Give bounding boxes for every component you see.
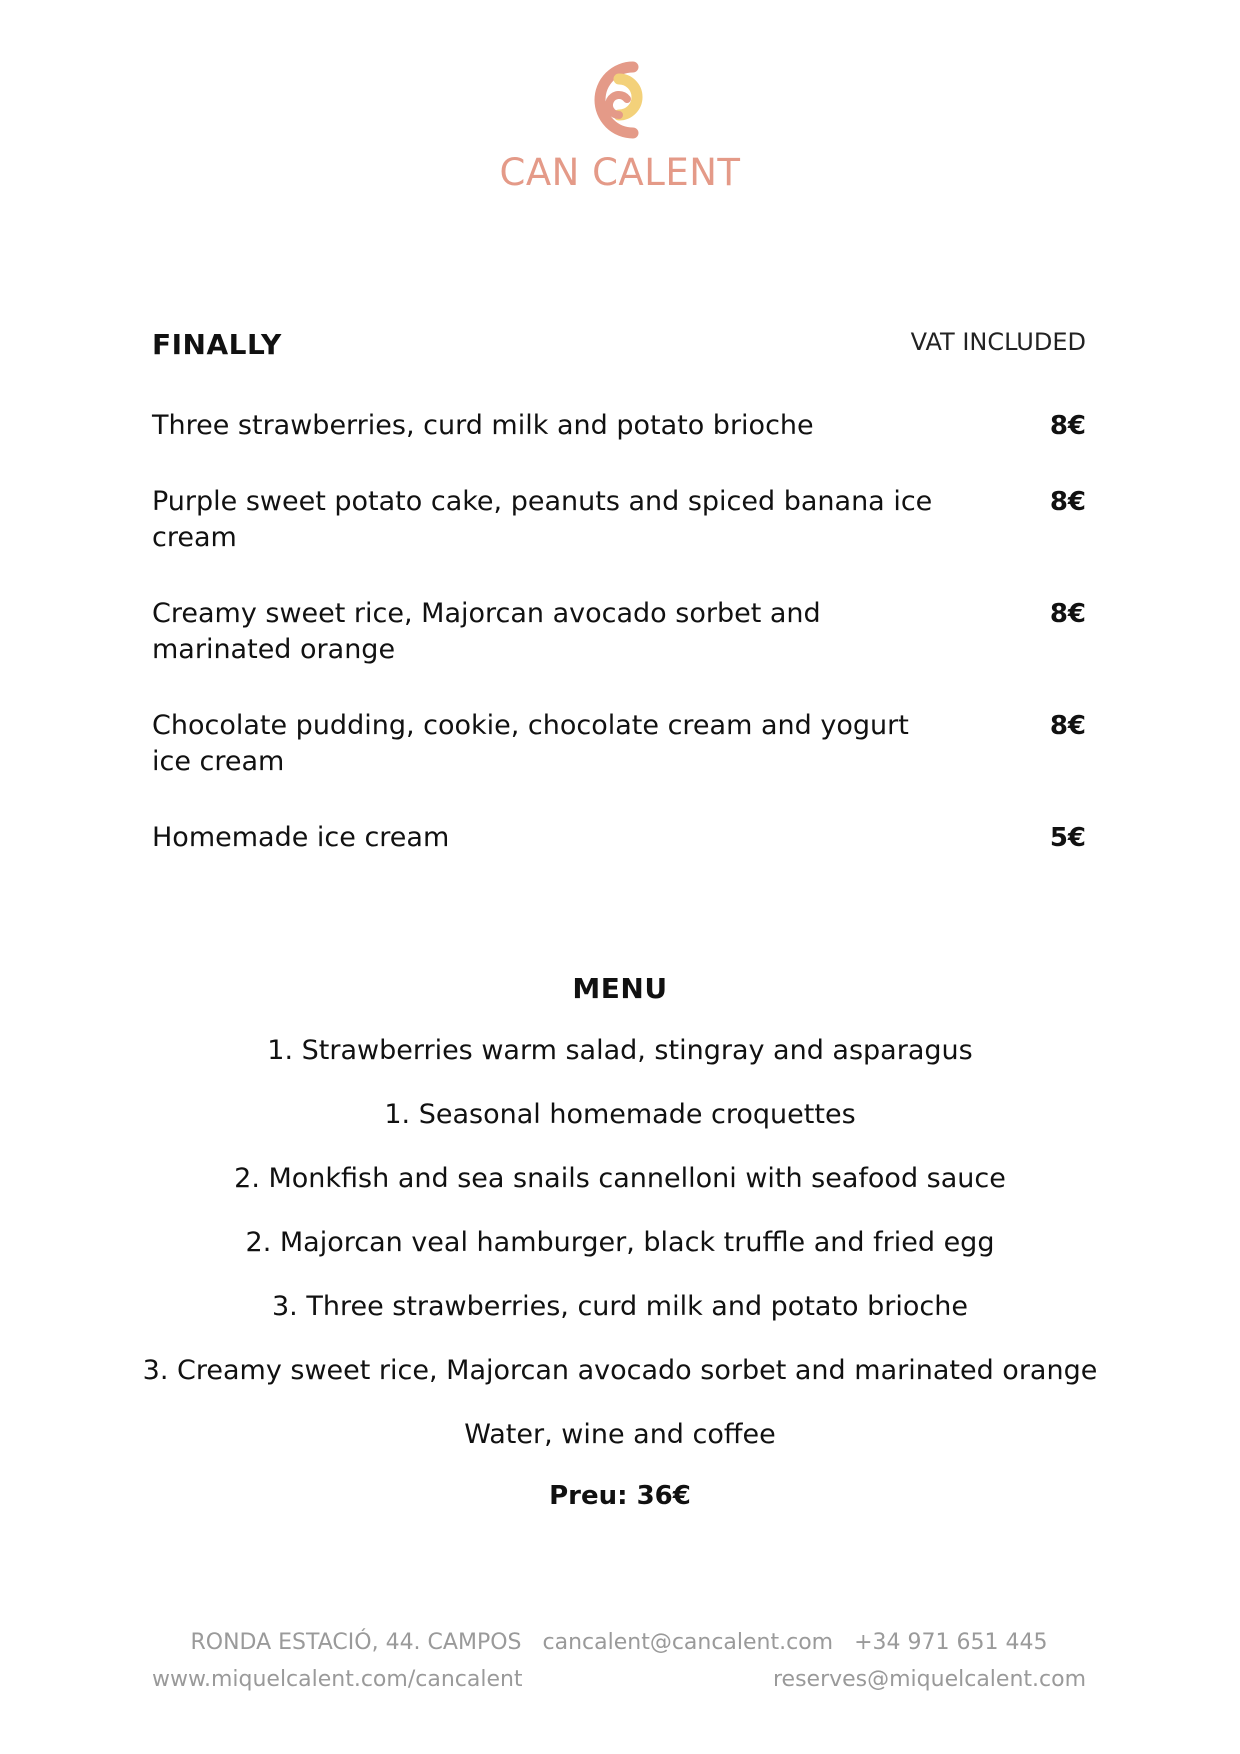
finally-header: [152, 328, 1086, 372]
course-list: [0, 1033, 1240, 1389]
finally-title: FINALLY: [152, 328, 282, 361]
dish-price: 8€: [1049, 599, 1086, 629]
dish-price: 8€: [1049, 487, 1086, 517]
list-item: [152, 408, 1086, 444]
course-item: 2. Monkfish and sea snails cannelloni with seafood sauce: [234, 1163, 1006, 1194]
dish-name: Three strawberries, curd milk and potato brioche: [152, 410, 814, 441]
contact-footer: [152, 1630, 1086, 1697]
course-item: 1. Strawberries warm salad, stingray and asparagus: [267, 1035, 973, 1066]
address: RONDA ESTACIÓ, 44. CAMPOS: [190, 1630, 522, 1655]
course-item: 3. Creamy sweet rice, Majorcan avocado sorbet and marinated orange: [142, 1355, 1098, 1386]
dish-price: 5€: [1049, 823, 1086, 853]
course-item: 3. Three strawberries, curd milk and potato brioche: [272, 1291, 968, 1322]
double-c-swirl-icon: [575, 55, 665, 145]
dish-name: Creamy sweet rice, Majorcan avocado sorbet and marinated orange: [152, 598, 821, 665]
finally-section: [152, 328, 1086, 896]
menu-extras: Water, wine and coffee: [464, 1419, 776, 1450]
list-item: [152, 484, 1086, 556]
dish-name: Purple sweet potato cake, peanuts and spiced banana ice cream: [152, 486, 933, 553]
dish-name: Homemade ice cream: [152, 822, 450, 853]
vat-note: VAT INCLUDED: [910, 328, 1086, 356]
course-item: 2. Majorcan veal hamburger, black truffle and fried egg: [245, 1227, 995, 1258]
email-link[interactable]: cancalent@cancalent.com: [542, 1630, 834, 1655]
menu-section: [0, 972, 1240, 1511]
phone-number[interactable]: +34 971 651 445: [854, 1630, 1048, 1655]
menu-price: Preu: 36€: [549, 1481, 691, 1511]
dessert-list: [152, 408, 1086, 856]
footer-links: [152, 1667, 1086, 1697]
dish-price: 8€: [1049, 711, 1086, 741]
restaurant-header: [0, 55, 1240, 194]
reservations-email-link[interactable]: reserves@miquelcalent.com: [772, 1667, 1086, 1692]
course-item: 1. Seasonal homemade croquettes: [384, 1099, 856, 1130]
menu-title: MENU: [572, 972, 668, 1005]
website-link[interactable]: www.miquelcalent.com/cancalent: [152, 1667, 523, 1692]
dish-name: Chocolate pudding, cookie, chocolate cream and yogurt ice cream: [152, 710, 909, 777]
list-item: [152, 596, 1086, 668]
dish-price: 8€: [1049, 411, 1086, 441]
footer-contact-line: [152, 1630, 1086, 1655]
list-item: [152, 820, 1086, 856]
brand-name: CAN CALENT: [499, 151, 741, 194]
list-item: [152, 708, 1086, 780]
